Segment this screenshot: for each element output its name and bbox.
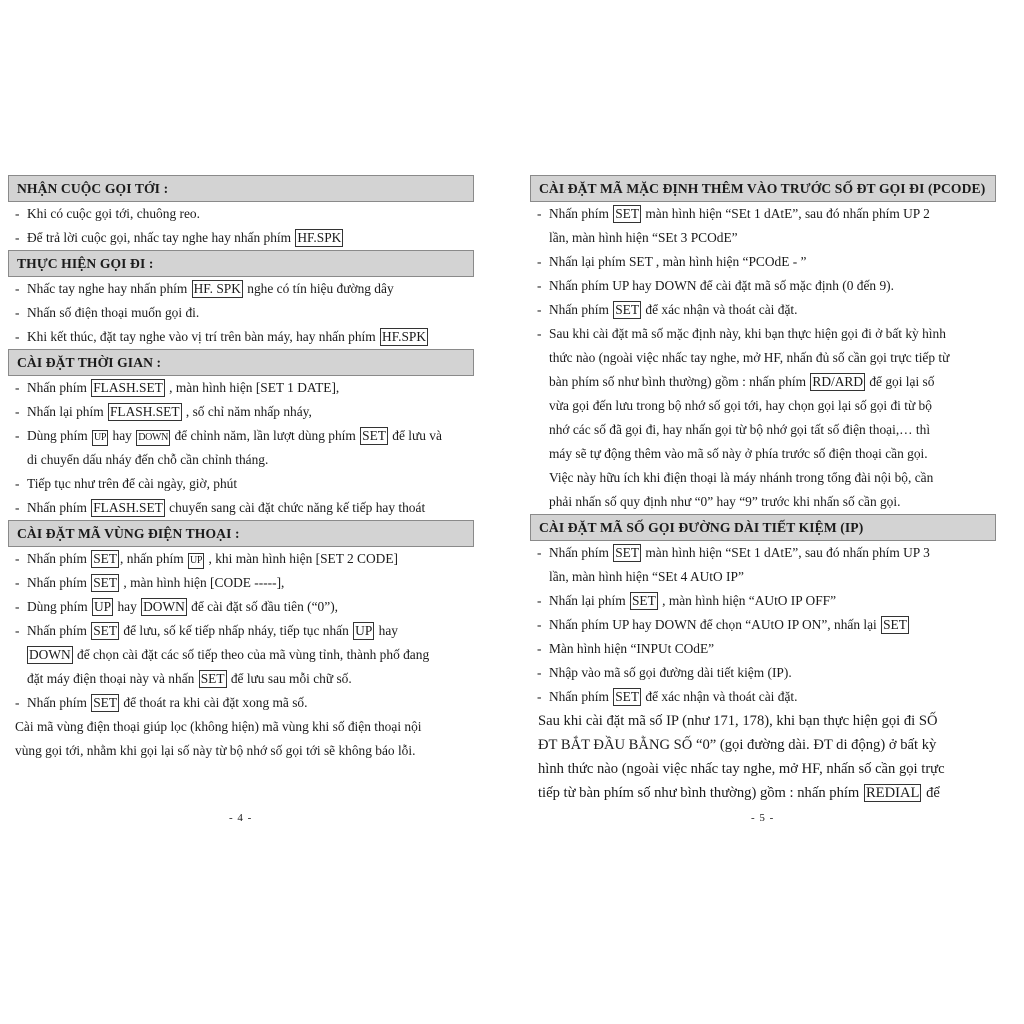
- item-text: để lưu, số kế tiếp nhấp nháy, tiếp tục nhấn: [120, 623, 353, 638]
- list-item: [530, 298, 996, 322]
- item-text: để xác nhận và thoát cài đặt.: [642, 689, 798, 704]
- key-label: REDIAL: [865, 785, 920, 801]
- list-item-continuation: vừa gọi đến lưu trong bộ nhớ số gọi tới, hay chọn gọi lại số gọi đi từ bộ: [549, 398, 932, 413]
- list-item: [8, 472, 474, 496]
- ip-code-note: [530, 709, 996, 805]
- section-header: THỰC HIỆN GỌI ĐI :: [8, 250, 474, 277]
- list-item: [530, 250, 996, 274]
- list-item-continuation: phải nhấn số quy định như “0” hay “9” trước khi nhấn số cần gọi.: [549, 494, 901, 509]
- key-label: UP: [188, 553, 204, 569]
- key-label: DOWN: [143, 599, 185, 614]
- key-label: SET: [200, 671, 225, 686]
- item-text: màn hình hiện “SEt 1 dAtE”, sau đó nhấn phím UP 2: [642, 206, 930, 221]
- item-text: , màn hình hiện [SET 1 DATE],: [165, 380, 340, 395]
- section-pcode: [530, 175, 996, 514]
- key-label: DOWN: [29, 647, 71, 662]
- key-label: FLASH.SET: [109, 404, 180, 419]
- item-text: Nhấn phím UP hay DOWN để chọn “AUtO IP ON”, nhấn lại: [549, 617, 881, 632]
- list-item: [8, 547, 474, 571]
- page-left: [8, 175, 474, 763]
- key-label: HF.SPK: [382, 329, 427, 344]
- list-item: [530, 589, 996, 613]
- key-label: SET: [362, 428, 386, 443]
- key-label: SET: [615, 206, 640, 221]
- item-text: Tiếp tục như trên để cài ngày, giờ, phút: [27, 476, 238, 491]
- item-text: Dùng phím: [27, 599, 91, 614]
- key-label: SET: [615, 689, 640, 704]
- key-label: UP: [355, 623, 373, 638]
- list-item: [8, 595, 474, 619]
- list-item: [8, 202, 474, 226]
- section-area-code: [8, 520, 474, 763]
- section-time-setting: [8, 349, 474, 520]
- item-text: hay: [114, 599, 141, 614]
- instruction-list: [530, 541, 996, 709]
- instruction-list: [8, 547, 474, 715]
- item-text: để lưu và: [388, 428, 442, 443]
- list-item: [530, 637, 996, 661]
- item-text: Nhấn phím: [27, 500, 91, 515]
- instruction-list: [8, 376, 474, 520]
- key-label: RD/ARD: [812, 374, 863, 389]
- list-item-continuation: di chuyển dấu nháy đến chỗ cần chỉnh tháng.: [27, 452, 269, 467]
- list-item-continuation: Việc này hữu ích khi điện thoại là máy nhánh trong tổng đài nội bộ, cần: [549, 470, 934, 485]
- item-text: Sau khi cài đặt mã số mặc định này, khi bạn thực hiện gọi đi ở bất kỳ hình: [549, 326, 946, 341]
- section-header: CÀI ĐẶT MÃ VÙNG ĐIỆN THOẠI :: [8, 520, 474, 547]
- key-label: FLASH.SET: [93, 500, 163, 515]
- list-item-continuation: nhớ các số đã gọi đi, hay nhấn gọi từ bộ nhớ gọi tất số điện thoại,… thì: [549, 422, 931, 437]
- item-text: Để trả lời cuộc gọi, nhấc tay nghe hay nhấn phím: [27, 230, 295, 245]
- section-outgoing-call: [8, 250, 474, 349]
- item-text: hay: [375, 623, 398, 638]
- item-text: hay: [109, 428, 136, 443]
- list-item: [530, 661, 996, 685]
- item-text: để xác nhận và thoát cài đặt.: [642, 302, 798, 317]
- item-text: Nhấn lại phím: [27, 404, 107, 419]
- item-text: , khi màn hình hiện [SET 2 CODE]: [205, 551, 398, 566]
- key-label: DOWN: [136, 430, 170, 446]
- key-label: SET: [93, 575, 118, 590]
- list-item: [8, 400, 474, 424]
- item-text: Nhấn lại phím SET , màn hình hiện “PCOdE - ”: [549, 254, 807, 269]
- item-text: màn hình hiện “SEt 1 dAtE”, sau đó nhấn phím UP 3: [642, 545, 930, 560]
- item-text: Nhấn số điện thoại muốn gọi đi.: [27, 305, 200, 320]
- page-number: - 4 -: [229, 812, 253, 824]
- item-text: Nhấn phím UP hay DOWN để cài đặt mã số mặc định (0 đến 9).: [549, 278, 894, 293]
- key-label: SET: [93, 623, 118, 638]
- list-item: [8, 325, 474, 349]
- key-label: FLASH.SET: [93, 380, 163, 395]
- item-text: Nhấn phím: [549, 689, 613, 704]
- list-item: [8, 691, 474, 715]
- instruction-list: [8, 202, 474, 250]
- item-text: , màn hình hiện “AUtO IP OFF”: [658, 593, 837, 608]
- list-item: [8, 571, 474, 595]
- section-header: CÀI ĐẶT MÃ SỐ GỌI ĐƯỜNG DÀI TIẾT KIỆM (IP): [530, 514, 996, 541]
- instruction-list: [530, 202, 996, 514]
- item-text: nghe có tín hiệu đường dây: [243, 281, 394, 296]
- item-text: chuyển sang cài đặt chức năng kế tiếp hay thoát: [165, 500, 426, 515]
- list-item: [530, 322, 996, 346]
- list-item: [8, 424, 474, 448]
- item-text: để cài đặt số đầu tiên (“0”),: [187, 599, 339, 614]
- section-incoming-call: [8, 175, 474, 250]
- note-line: [538, 781, 992, 805]
- item-text: Nhấn phím: [27, 551, 91, 566]
- item-text: , số chỉ năm nhấp nháy,: [182, 404, 312, 419]
- item-text: để chọn cài đặt các số tiếp theo của mã vùng tỉnh, thành phố đang: [73, 647, 430, 662]
- list-item-continuation: thức nào (ngoài việc nhấc tay nghe, mở HF, nhấn đủ số cần gọi trực tiếp từ: [549, 350, 950, 365]
- list-item: [8, 226, 474, 250]
- item-text: Nhấn phím: [27, 380, 91, 395]
- list-item: [530, 274, 996, 298]
- list-item: [8, 376, 474, 400]
- note-line: ĐT BẮT ĐẦU BẰNG SỐ “0” (gọi đường dài. ĐT di động) ở bất kỳ: [538, 737, 937, 753]
- item-text: bàn phím số như bình thường) gồm : nhấn phím: [549, 374, 810, 389]
- list-item: [530, 613, 996, 637]
- item-text: Nhập vào mã số gọi đường dài tiết kiệm (IP).: [549, 665, 792, 680]
- list-item: [8, 301, 474, 325]
- item-text: để chỉnh năm, lần lượt dùng phím: [171, 428, 360, 443]
- item-text: Nhấn phím: [27, 575, 91, 590]
- note-line: Cài mã vùng điện thoại giúp lọc (không hiện) mã vùng khi số điện thoại nội: [15, 719, 422, 734]
- item-text: Nhấn lại phím: [549, 593, 629, 608]
- item-text: để gọi lại số: [866, 374, 935, 389]
- list-item: [8, 496, 474, 520]
- list-item: [8, 277, 474, 301]
- list-item-continuation: [8, 643, 474, 667]
- item-text: tiếp từ bàn phím số như bình thường) gồm : nhấn phím: [538, 785, 863, 801]
- area-code-note: [8, 715, 474, 763]
- item-text: Dùng phím: [27, 428, 91, 443]
- key-label: HF. SPK: [193, 281, 241, 296]
- key-label: SET: [631, 593, 656, 608]
- note-line: hình thức nào (ngoài việc nhấc tay nghe, mở HF, nhấn số cần gọi trực: [538, 761, 945, 777]
- item-text: Nhấn phím: [27, 623, 91, 638]
- item-text: Nhấc tay nghe hay nhấn phím: [27, 281, 191, 296]
- key-label: SET: [883, 617, 907, 632]
- section-header: NHẬN CUỘC GỌI TỚI :: [8, 175, 474, 202]
- section-header: CÀI ĐẶT MÃ MẶC ĐỊNH THÊM VÀO TRƯỚC SỐ ĐT GỌI ĐI (PCODE): [530, 175, 996, 202]
- list-item: [8, 619, 474, 643]
- key-label: SET: [93, 695, 118, 710]
- item-text: Nhấn phím: [549, 206, 613, 221]
- instruction-list: [8, 277, 474, 349]
- list-item-continuation: [8, 667, 474, 691]
- item-text: để lưu sau mỗi chữ số.: [227, 671, 352, 686]
- item-text: để: [922, 785, 940, 801]
- note-line: Sau khi cài đặt mã số IP (như 171, 178), khi bạn thực hiện gọi đi SỐ: [538, 713, 938, 729]
- list-item-continuation: lần, màn hình hiện “SEt 4 AUtO IP”: [549, 569, 744, 584]
- list-item: [530, 541, 996, 565]
- section-ip-code: [530, 514, 996, 805]
- key-label: SET: [93, 551, 118, 566]
- item-text: , nhấn phím: [120, 551, 187, 566]
- key-label: UP: [93, 599, 112, 614]
- key-label: UP: [92, 430, 108, 446]
- item-text: Nhấn phím: [27, 695, 91, 710]
- item-text: , màn hình hiện [CODE -----],: [120, 575, 285, 590]
- item-text: Khi kết thúc, đặt tay nghe vào vị trí trên bàn máy, hay nhấn phím: [27, 329, 380, 344]
- list-item: [530, 202, 996, 226]
- list-item: [530, 685, 996, 709]
- item-text: để thoát ra khi cài đặt xong mã số.: [120, 695, 308, 710]
- page-right: [530, 175, 996, 805]
- key-label: SET: [615, 545, 640, 560]
- list-item-continuation: [530, 370, 996, 394]
- list-item-continuation: lần, màn hình hiện “SEt 3 PCOdE”: [549, 230, 738, 245]
- section-header: CÀI ĐẶT THỜI GIAN :: [8, 349, 474, 376]
- page-number: - 5 -: [751, 812, 775, 824]
- note-line: vùng gọi tới, nhằm khi gọi lại số này từ bộ nhớ số gọi tới sẽ không báo lỗi.: [15, 743, 416, 758]
- item-text: Khi có cuộc gọi tới, chuông reo.: [27, 206, 200, 221]
- list-item-continuation: máy sẽ tự động thêm vào mã số này ở phía trước số điện thoại cần gọi.: [549, 446, 928, 461]
- item-text: đặt máy điện thoại này và nhấn: [27, 671, 198, 686]
- item-text: Màn hình hiện “INPUt COdE”: [549, 641, 715, 656]
- item-text: Nhấn phím: [549, 302, 613, 317]
- item-text: Nhấn phím: [549, 545, 613, 560]
- key-label: SET: [615, 302, 640, 317]
- key-label: HF.SPK: [297, 230, 342, 245]
